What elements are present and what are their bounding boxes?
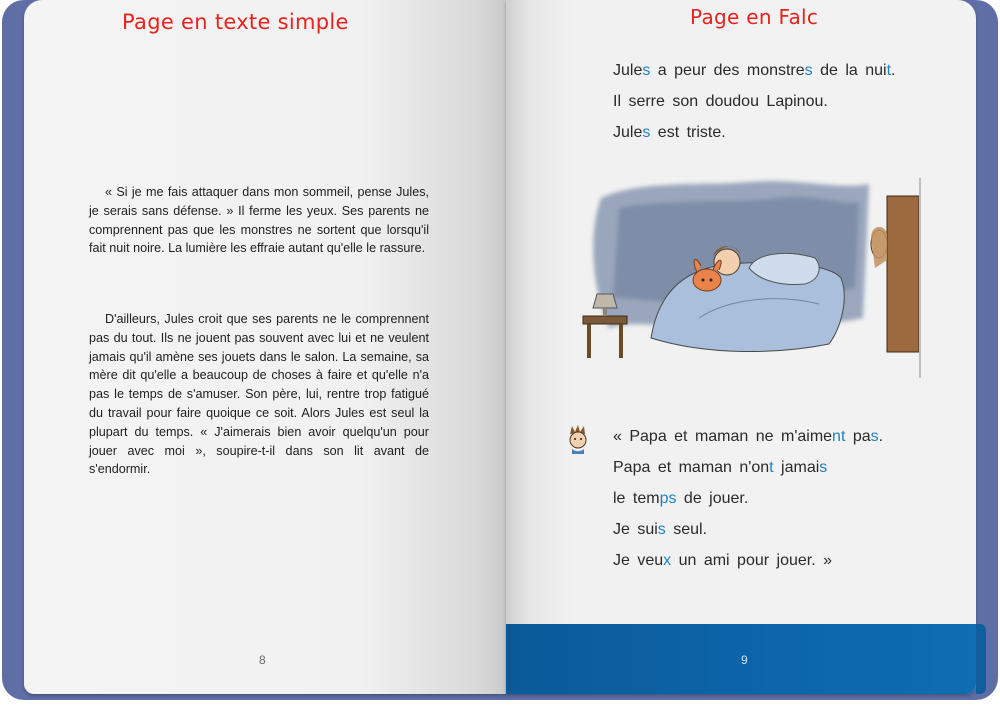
silent-letters: s xyxy=(804,62,813,79)
falc-text-segment: Jule xyxy=(613,124,643,141)
falc-text-segment: est triste. xyxy=(650,124,726,141)
falc-text-segment: de jouer. xyxy=(676,490,749,507)
falc-text-segment: a peur des monstre xyxy=(650,62,805,79)
right-page-label: Page en Falc xyxy=(690,5,819,29)
falc-text-segment: de la nui xyxy=(812,62,887,79)
falc-text-segment: pa xyxy=(845,428,871,445)
falc-text-segment: . xyxy=(878,428,884,445)
bedroom-illustration xyxy=(579,168,931,380)
falc-text-segment: seul. xyxy=(665,521,708,538)
falc-text-segment: « Papa et maman ne m'aime xyxy=(613,428,833,445)
falc-text-segment: Papa et maman n'on xyxy=(613,459,770,476)
page-number-right: 9 xyxy=(741,653,748,667)
falc-text-segment: Il serre son doudou Lapinou. xyxy=(613,93,828,110)
page-number-left: 8 xyxy=(259,653,266,667)
falc-line xyxy=(613,490,748,508)
falc-line xyxy=(613,552,832,570)
right-page xyxy=(506,0,976,694)
falc-line xyxy=(613,428,883,446)
silent-letters: s xyxy=(642,62,651,79)
silent-letters: s xyxy=(819,459,828,476)
left-page-label: Page en texte simple xyxy=(122,10,349,34)
falc-text-segment: . xyxy=(891,62,896,79)
falc-text-segment: le tem xyxy=(613,490,660,507)
paragraph-2: D'ailleurs, Jules croit que ses parents ne le comprennent pas du tout. Ils ne jouent pas souvent avec lui et ne veulent jamais qu'il amène ses jouets dans le salon. La semaine, sa mère dit qu'elle a beaucoup de choses à faire et qu'elle n'a pas le temps de s'amuser. Son père, lui, rentre trop fatigué du travail pour faire quoique ce soit. Alors Jules est seul la plupart du temps. « J'aimerais bien avoir quelqu'un pour jouer avec moi », soupire-t-il dans son lit avant de s'endormir. xyxy=(89,312,429,477)
falc-line xyxy=(613,62,896,80)
silent-letters: nt xyxy=(832,428,846,445)
left-page xyxy=(24,0,506,694)
falc-text-segment: un ami pour jouer. » xyxy=(671,552,833,569)
falc-text-segment: Je sui xyxy=(613,521,658,538)
silent-letters: s xyxy=(657,521,666,538)
falc-line xyxy=(613,521,707,539)
silent-letters: ps xyxy=(659,490,677,507)
paragraph-1: « Si je me fais attaquer dans mon sommeil, pense Jules, je serais sans défense. » Il ferme les yeux. Ses parents ne comprennent pas que les monstres ne sortent que lorsqu'il fait nuit noire. La lumière les effraie autant qu'elle le rassure. xyxy=(89,185,429,256)
falc-line xyxy=(613,459,827,477)
falc-line xyxy=(613,93,828,111)
falc-text-segment: Jule xyxy=(613,62,643,79)
blue-page-edge xyxy=(976,624,986,694)
falc-text-segment: jamai xyxy=(773,459,820,476)
falc-text-segment: Je veu xyxy=(613,552,664,569)
silent-letters: s xyxy=(870,428,879,445)
silent-letters: t xyxy=(769,459,774,476)
silent-letters: x xyxy=(663,552,672,569)
silent-letters: s xyxy=(642,124,651,141)
falc-line xyxy=(613,124,726,142)
character-head-icon xyxy=(566,424,590,454)
silent-letters: t xyxy=(886,62,892,79)
